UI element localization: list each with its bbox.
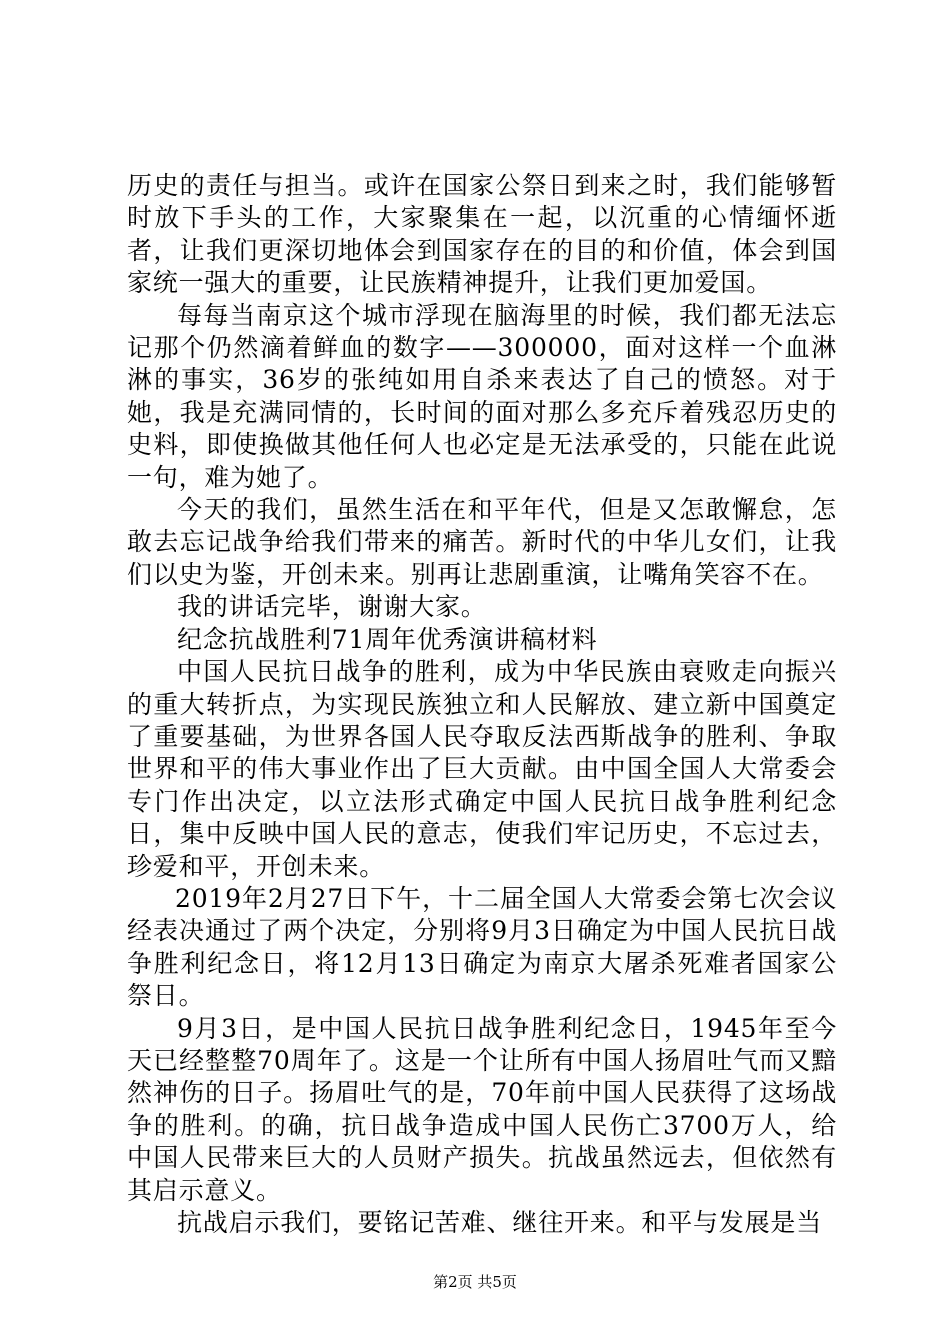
paragraph-closing: 我的讲话完毕，谢谢大家。 bbox=[177, 592, 487, 622]
paragraph-today: 今天的我们，虽然生活在和平年代，但是又怎敢懈怠，怎敢去忘记战争给我们带来的痛苦。新时代的中华儿女们，让我们以史为鉴，开创未来。别再让悲剧重演，让嘴角笑容不在。 bbox=[127, 495, 837, 589]
document-body bbox=[127, 170, 837, 1239]
paragraph-decision: 2019年2月27日下午，十二届全国人大常委会第七次会议经表决通过了两个决定，分别将9月3日确定为中国人民抗日战争胜利纪念日，将12月13日确定为南京大屠杀死难者国家公祭日。 bbox=[127, 883, 837, 1011]
page-number-footer: 第2页 共5页 bbox=[433, 1273, 517, 1291]
paragraph-nanjing: 每每当南京这个城市浮现在脑海里的时候，我们都无法忘记那个仍然滴着鲜血的数字——300000，面对这样一个血淋淋的事实，36岁的张纯如用自杀来表达了自己的愤怒。对于她，我是充满同情的，长时间的面对那么多充斥着残忍历史的史料，即使换做其他任何人也必定是无法承受的，只能在此说一句，难为她了。 bbox=[127, 300, 837, 492]
paragraph-victory: 中国人民抗日战争的胜利，成为中华民族由衰败走向振兴的重大转折点，为实现民族独立和人民解放、建立新中国奠定了重要基础，为世界各国人民夺取反法西斯战争的胜利、争取世界和平的伟大事业作出了巨大贡献。由中国全国人大常委会专门作出决定，以立法形式确定中国人民抗日战争胜利纪念日，集中反映中国人民的意志，使我们牢记历史，不忘过去，珍爱和平，开创未来。 bbox=[127, 657, 837, 881]
section-title: 纪念抗战胜利71周年优秀演讲稿材料 bbox=[177, 624, 598, 654]
paragraph-september-3: 9月3日，是中国人民抗日战争胜利纪念日，1945年至今天已经整整70周年了。这是一个让所有中国人扬眉吐气而又黯然神伤的日子。扬眉吐气的是，70年前中国人民获得了这场战争的胜利。的确，抗日战争造成中国人民伤亡3700万人，给中国人民带来巨大的人员财产损失。抗战虽然远去，但依然有其启示意义。 bbox=[127, 1013, 837, 1205]
paragraph-continuation: 历史的责任与担当。或许在国家公祭日到来之时，我们能够暂时放下手头的工作，大家聚集在一起，以沉重的心情缅怀逝者，让我们更深切地体会到国家存在的目的和价值，体会到国家统一强大的重要，让民族精神提升，让我们更加爱国。 bbox=[127, 171, 837, 298]
paragraph-revelation: 抗战启示我们，要铭记苦难、继往开来。和平与发展是当 bbox=[177, 1208, 823, 1237]
